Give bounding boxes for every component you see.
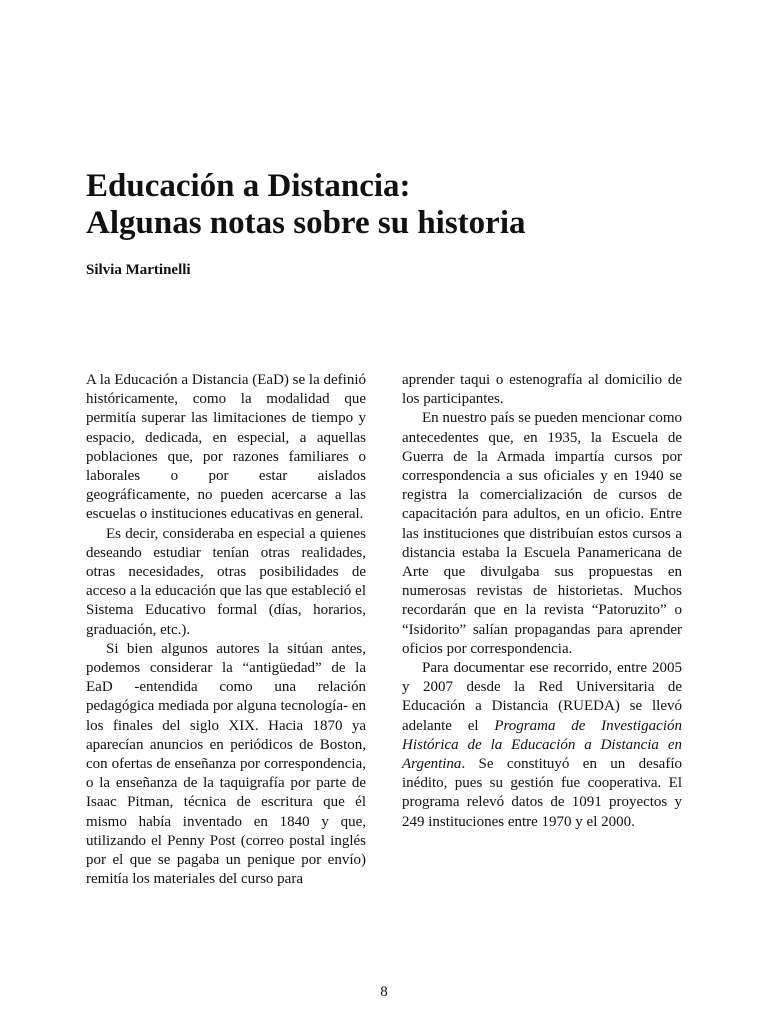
right-column	[402, 371, 682, 832]
paragraph-text: Para documentar ese recorrido, entre 2005 y 2007 desde la Red Universitaria de Educación a Distancia (RUEDA) se llevó adelante el	[402, 660, 682, 734]
program-title: Programa de Investigación Histórica de la Educación a Distancia en Argentina	[402, 717, 682, 773]
document-title	[86, 168, 726, 242]
author-name: Silvia Martinelli	[86, 262, 191, 278]
paragraph-text: . Se constituyó en un desafío inédito, pues su gestión fue cooperativa. El programa relevó datos de 1091 proyectos y 249 instituciones entre 1970 y el 2000.	[402, 756, 682, 830]
title-line-2: Algunas notas sobre su historia	[86, 205, 526, 241]
title-line-1: Educación a Distancia:	[86, 168, 411, 204]
paragraph: Es decir, consideraba en especial a quienes deseando estudiar tenían otras realidades, otras necesidades, otras posibilidades de acceso a la educación que las que estableció el Sistema Educativo formal (días, horarios, graduación, etc.).	[86, 525, 366, 638]
paragraph: Si bien algunos autores la sitúan antes, podemos considerar la “antigüedad” de la EaD -entendida como una relación pedagógica mediada por alguna tecnología- en los finales del siglo XIX. Hacia 1870 ya aparecían anuncios en periódicos de Boston, con ofertas de enseñanza por correspondencia, o la enseñanza de la taquigrafía por parte de Isaac Pitman, técnica de escritura que él mismo había inventado en 1840 y que, utilizando el Penny Post (correo postal inglés por el que se pagaba un penique por envío) remitía los materiales del curso para	[86, 640, 366, 888]
paragraph	[402, 659, 682, 832]
left-column	[86, 371, 366, 889]
paragraph: En nuestro país se pueden mencionar como antecedentes que, en 1935, la Escuela de Guerra de la Armada impartía cursos por correspondencia a sus oficiales y en 1940 se registra la comercialización de cursos de capacitación para adultos, en un oficio. Entre las instituciones que distribuían estos cursos a distancia estaba la Escuela Panamericana de Arte que divulgaba sus propuestas en numerosas revistas de historietas. Muchos recordarán que en la revista “Patoruzito” o “Isidorito” salían propagandas para aprender oficios por correspondencia.	[402, 410, 682, 657]
paragraph-continuation: aprender taqui o estenografía al domicilio de los participantes.	[402, 372, 682, 408]
page-number: 8	[380, 984, 388, 1000]
paragraph: A la Educación a Distancia (EaD) se la definió históricamente, como la modalidad que permitía superar las limitaciones de tiempo y espacio, dedicada, en especial, a aquellas poblaciones que, por razones familiares o laborales o por estar aislados geográficamente, no pueden acercarse a las escuelas o instituciones educativas en general.	[86, 372, 366, 523]
